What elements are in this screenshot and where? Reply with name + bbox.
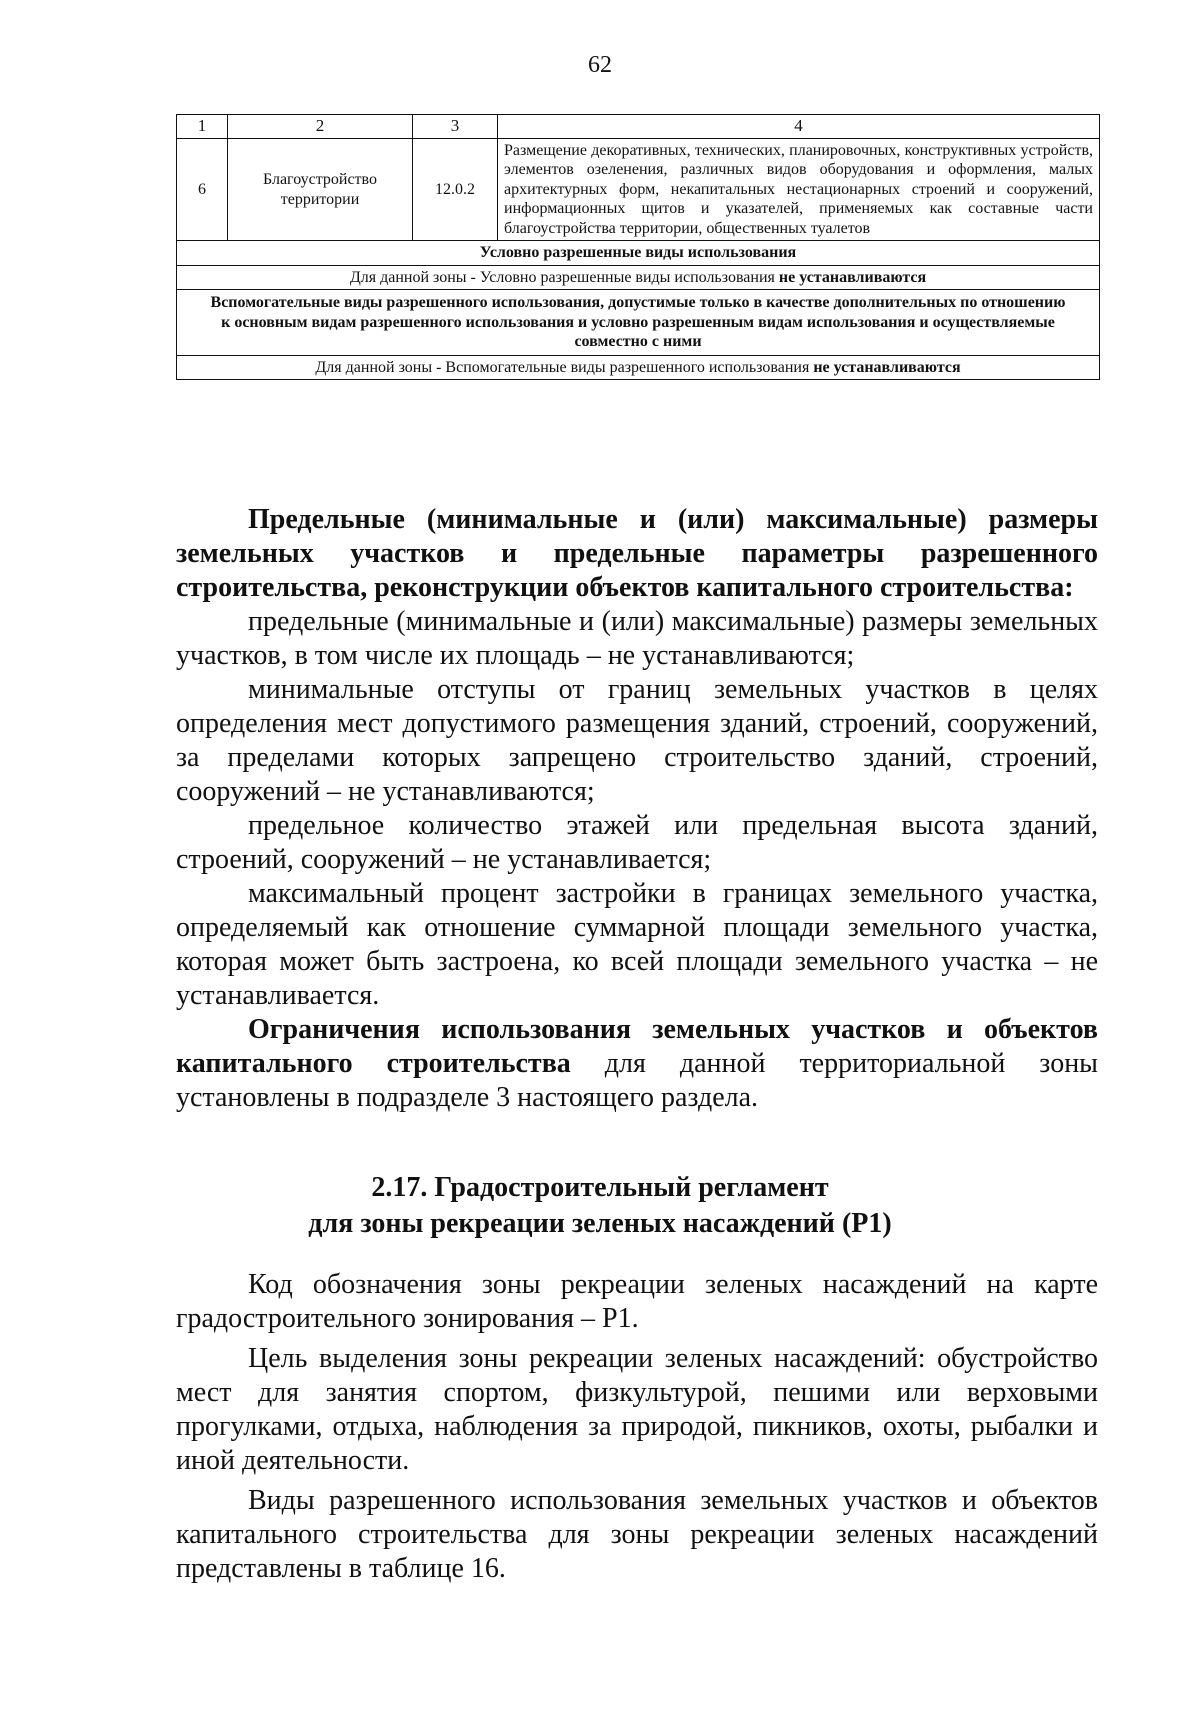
section-body [176, 1268, 1098, 1586]
auxiliary-note-bold: не устанавливаются [813, 358, 961, 376]
section-title-line: 2.17. Градостроительный регламент [371, 1172, 829, 1203]
limits-item: предельные (минимальные и (или) максимальные) размеры земельных участков, в том числе их площадь – не устанавливаются; [176, 606, 1098, 671]
auxiliary-uses-note [177, 355, 1100, 380]
section-paragraph: Виды разрешенного использования земельных участков и объектов капитального строительства для зоны рекреации зеленых насаждений представлены в таблице 16. [176, 1485, 1098, 1584]
section-title [0, 1170, 1200, 1242]
use-type-description: Размещение декоративных, технических, планировочных, конструктивных устройств, элементов озеленения, различных видов оборудования и оформления, малых архитектурных форм, некапитальных нестационарных строений и сооружений, информационных щитов и указателей, применяемых как составные части благоустройства территории, общественных туалетов [498, 138, 1100, 241]
auxiliary-uses-heading: Вспомогательные виды разрешенного использования, допустимые только в качестве дополнительных по отношению к основным видам разрешенного использования и условно разрешенным видам использования и осуществляемые совместно с ними [177, 290, 1100, 356]
section-paragraph: Цель выделения зоны рекреации зеленых насаждений: обустройство мест для занятия спортом, физкультурой, пешими или верховыми прогулками, отдыха, наблюдения за природой, пикников, охоты, рыбалки и иной деятельности. [176, 1343, 1098, 1476]
limits-item: минимальные отступы от границ земельных участков в целях определения мест допустимого размещения зданий, строений, сооружений, за пределами которых запрещено строительство зданий, строений, сооружений – не устанавливаются; [176, 674, 1098, 807]
use-type-code: 12.0.2 [413, 138, 498, 241]
row-number: 6 [177, 138, 228, 241]
limits-item: максимальный процент застройки в границах земельного участка, определяемый как отношение суммарной площади земельного участка, которая может быть застроена, ко всей площади земельного участка – не устанавливается. [176, 878, 1098, 1011]
section-title-line: для зоны рекреации зеленых насаждений (Р1) [308, 1208, 892, 1239]
restrictions-bold: Ограничения использования земельных участков и объектов капитального строительства [176, 1014, 1098, 1079]
conditional-note-bold: не устанавливаются [778, 268, 927, 286]
table-row [177, 241, 1100, 266]
limits-section [176, 503, 1098, 1115]
table-row [177, 138, 1100, 241]
table-row [177, 265, 1100, 290]
restrictions-rest: для данной территориальной зоны установлены в подразделе 3 настоящего раздела. [176, 1048, 1098, 1113]
section-paragraph: Код обозначения зоны рекреации зеленых насаждений на карте градостроительного зонирования – Р1. [176, 1269, 1098, 1334]
limits-heading: Предельные (минимальные и (или) максимальные) размеры земельных участков и предельные параметры разрешенного строительства, реконструкции объектов капитального строительства: [176, 504, 1098, 603]
use-type-name: Благоустройство территории [228, 138, 413, 241]
conditional-note-text: Для данной зоны - Условно разрешенные виды использования [349, 268, 779, 286]
table-header-row [177, 115, 1100, 139]
table-header-cell: 3 [413, 115, 498, 139]
land-use-table [176, 114, 1100, 380]
page-number: 62 [588, 52, 612, 78]
limits-item: предельное количество этажей или предельная высота зданий, строений, сооружений – не устанавливается; [176, 810, 1098, 875]
table-header-cell: 1 [177, 115, 228, 139]
table-header-cell: 2 [228, 115, 413, 139]
table-header-cell: 4 [498, 115, 1100, 139]
auxiliary-note-text: Для данной зоны - Вспомогательные виды разрешенного использования [315, 358, 814, 376]
table-row [177, 355, 1100, 380]
conditional-uses-heading: Условно разрешенные виды использования [177, 241, 1100, 266]
table-row [177, 290, 1100, 356]
restrictions-paragraph [176, 1013, 1098, 1115]
conditional-uses-note [177, 265, 1100, 290]
